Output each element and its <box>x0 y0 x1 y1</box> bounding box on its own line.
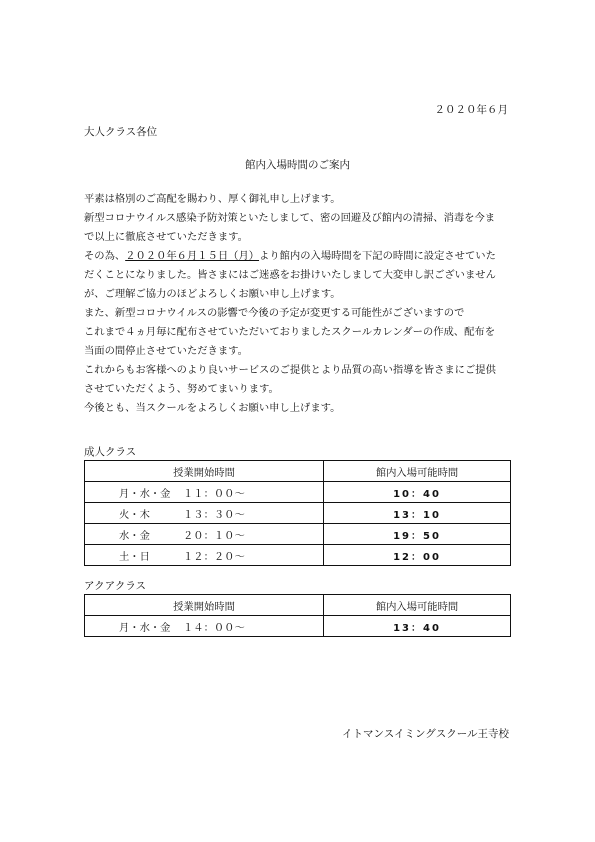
col-header-start-time: 授業開始時間 <box>85 461 324 482</box>
adult-class-table <box>84 460 511 566</box>
table-header-row <box>85 461 511 482</box>
body-line: 新型コロナウイルス感染予防対策といたしまして、密の回避及び館内の清掃、消毒を今ま <box>84 212 496 224</box>
body-line-suffix: より館内の入場時間を下記の時間に設定させていた <box>259 250 496 262</box>
body-line: 今後とも、当スクールをよろしくお願い申し上げます。 <box>84 402 341 414</box>
body-line: だくことになりました。皆さまにはご迷惑をお掛けいたしまして大変申し訳ございません <box>84 269 496 281</box>
class-start-cell <box>85 524 324 545</box>
entry-time: 19：50 <box>324 524 511 545</box>
class-days: 水・金 <box>119 529 150 542</box>
document-title: 館内入場時間のご案内 <box>245 159 350 171</box>
table-row <box>85 616 511 637</box>
class-days: 月・水・金 <box>119 487 171 500</box>
recipient-line: 大人クラス各位 <box>84 126 158 138</box>
body-line: で以上に徹底させていただきます。 <box>84 231 248 243</box>
class-start-time: １１：００～ <box>183 487 245 500</box>
col-header-entry-time: 館内入場可能時間 <box>324 595 511 616</box>
class-start-time: １４：００～ <box>183 621 245 634</box>
aqua-class-label: アクアクラス <box>84 580 147 592</box>
body-line <box>84 247 524 266</box>
table-header-row <box>85 595 511 616</box>
col-header-start-time: 授業開始時間 <box>85 595 324 616</box>
effective-date: ２０２０年６月１５日（月） <box>125 250 260 262</box>
class-days: 土・日 <box>119 550 150 563</box>
entry-time: 12：00 <box>324 545 511 566</box>
table-row <box>85 545 511 566</box>
class-start-cell <box>85 482 324 503</box>
school-name: イトマンスイミングスクール王寺校 <box>342 728 509 740</box>
entry-time: 10：40 <box>324 482 511 503</box>
class-start-cell <box>85 545 324 566</box>
body-line-prefix: その為、 <box>84 250 126 262</box>
class-days: 月・水・金 <box>119 621 171 634</box>
entry-time: 13：10 <box>324 503 511 524</box>
entry-time: 13：40 <box>324 616 511 637</box>
body-line: これまで４ヵ月毎に配布させていただいておりましたスクールカレンダーの作成、配布を <box>84 326 495 338</box>
class-days: 火・木 <box>119 508 150 521</box>
body-text <box>84 190 524 418</box>
body-line: が、ご理解ご協力のほどよろしくお願い申し上げます。 <box>84 288 341 300</box>
body-line: これからもお客様へのより良いサービスのご提供とより品質の高い指導を皆さまにご提供 <box>84 364 496 376</box>
table-row <box>85 503 511 524</box>
body-line: 平素は格別のご高配を賜わり、厚く御礼申し上げます。 <box>84 193 341 205</box>
adult-class-label: 成人クラス <box>84 446 137 458</box>
class-start-time: １３：３０～ <box>183 508 245 521</box>
body-line: また、新型コロナウイルスの影響で今後の予定が変更する可能性がございますので <box>84 307 465 319</box>
body-line: 当面の間停止させていただきます。 <box>84 345 248 357</box>
table-row <box>85 524 511 545</box>
table-row <box>85 482 511 503</box>
document-date: ２０２０年６月 <box>434 104 508 116</box>
class-start-time: １２：２０～ <box>183 550 245 563</box>
aqua-class-table <box>84 594 511 637</box>
class-start-time: ２０：１０～ <box>183 529 245 542</box>
col-header-entry-time: 館内入場可能時間 <box>324 461 511 482</box>
body-line: させていただくよう、努めてまいります。 <box>84 383 279 395</box>
class-start-cell <box>85 616 324 637</box>
class-start-cell <box>85 503 324 524</box>
